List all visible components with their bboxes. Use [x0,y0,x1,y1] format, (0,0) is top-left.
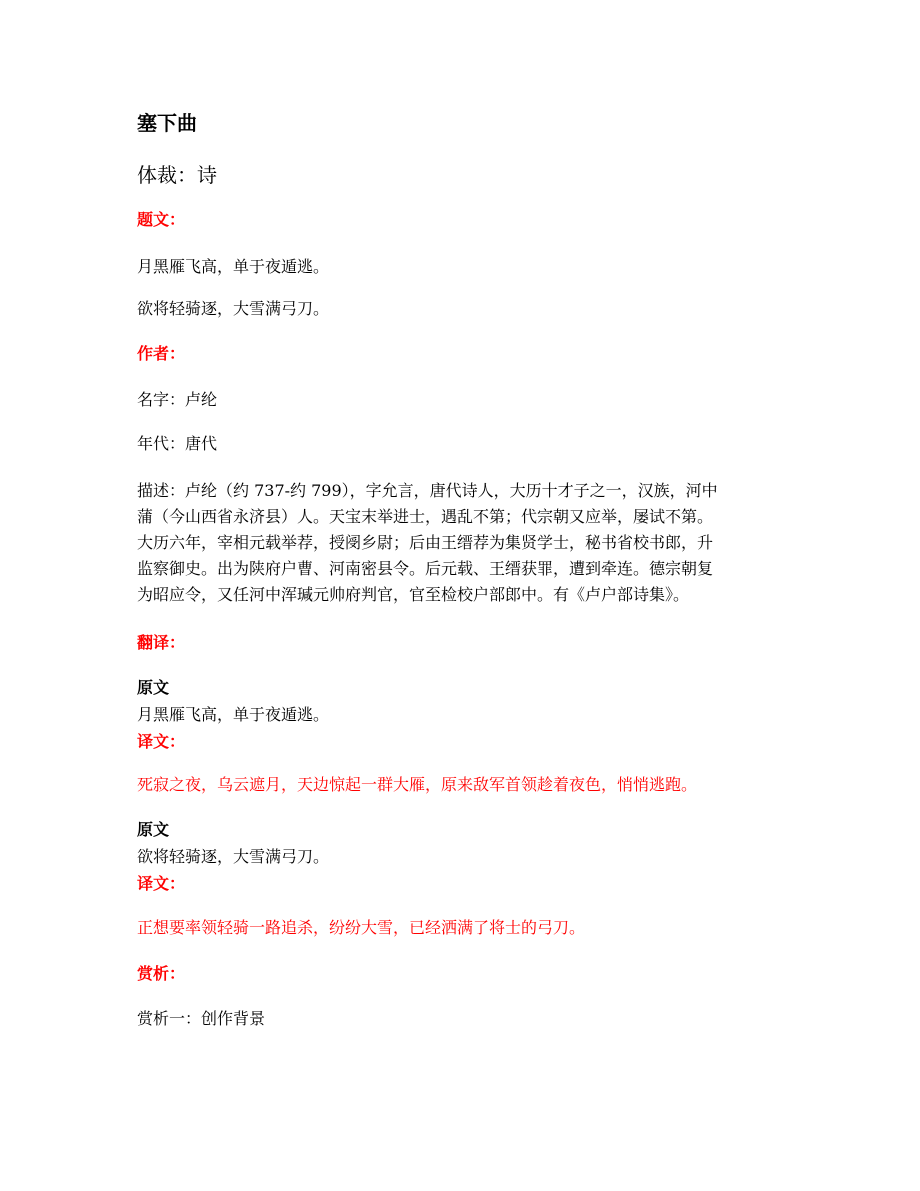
poem-heading: 题文： [137,210,186,229]
appreciation-item: 赏析一：创作背景 [137,1009,266,1028]
author-heading: 作者： [137,344,186,363]
author-desc-line: 描述：卢纶（约 737-约 799），字允言，唐代诗人，大历十才子之一，汉族，河中 [137,481,718,500]
poem-title: 塞下曲 [137,111,197,135]
original-label: 原文 [137,820,170,839]
appreciation-heading: 赏析： [137,964,186,983]
translation-text: 死寂之夜，乌云遮月，天边惊起一群大雁，原来敌军首领趁着夜色，悄悄逃跑。 [137,775,698,794]
author-name: 名字：卢纶 [137,390,218,409]
translation-label: 译文： [137,732,186,751]
author-description [137,478,787,608]
translation-text: 正想要率领轻骑一路追杀，纷纷大雪，已经洒满了将士的弓刀。 [137,918,586,937]
translation-label: 译文： [137,874,186,893]
original-text: 欲将轻骑逐，大雪满弓刀。 [137,847,330,866]
author-era: 年代：唐代 [137,434,218,453]
poem-line-2: 欲将轻骑逐，大雪满弓刀。 [137,299,330,318]
translation-heading: 翻译： [137,633,186,652]
original-text: 月黑雁飞高，单于夜遁逃。 [137,705,330,724]
author-desc-line: 为昭应令，又任河中浑瑊元帅府判官，官至检校户部郎中。有《卢户部诗集》。 [137,585,690,604]
genre-line: 体裁：诗 [137,163,217,187]
author-desc-line: 大历六年，宰相元载举荐，授阌乡尉；后由王缙荐为集贤学士，秘书省校书郎，升 [137,533,714,552]
author-desc-line: 蒲（今山西省永济县）人。天宝末举进士，遇乱不第；代宗朝又应举，屡试不第。 [137,507,714,526]
author-desc-line: 监察御史。出为陕府户曹、河南密县令。后元载、王缙获罪，遭到牵连。德宗朝复 [137,559,714,578]
poem-line-1: 月黑雁飞高，单于夜遁逃。 [137,257,330,276]
original-label: 原文 [137,678,170,697]
